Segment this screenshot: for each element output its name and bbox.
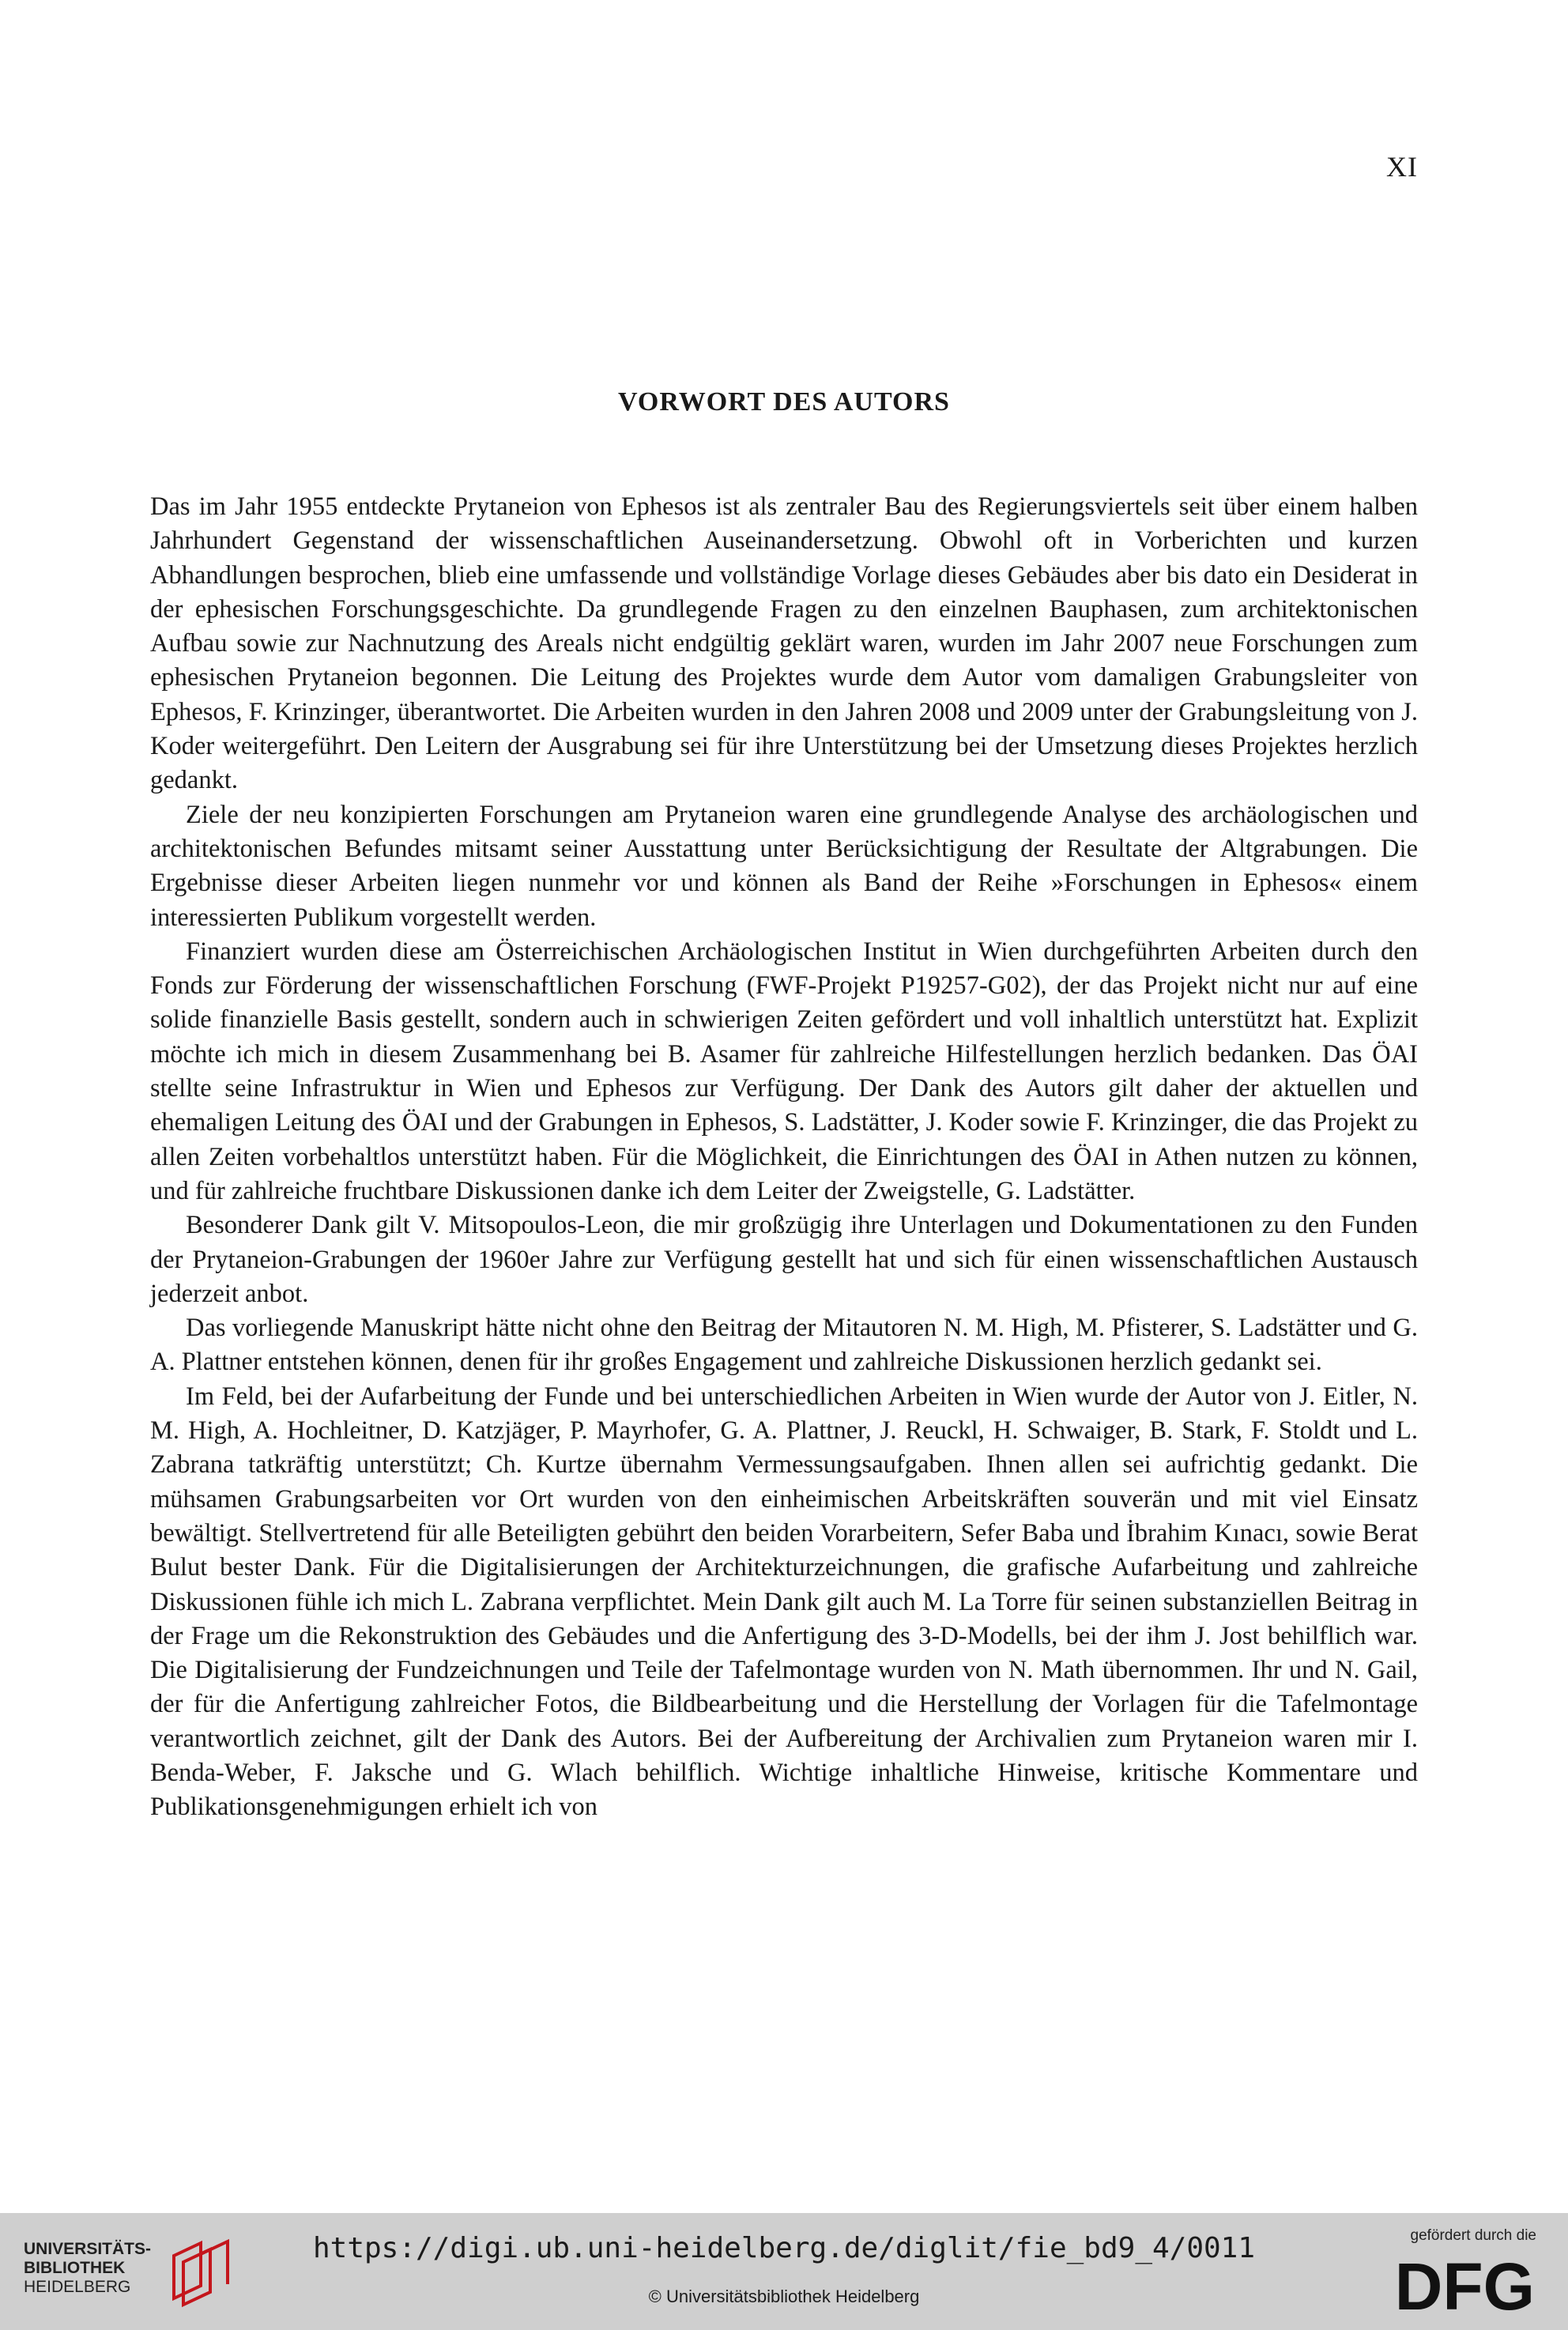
- source-url-link[interactable]: https://digi.ub.uni-heidelberg.de/diglit/fie_bd9_4/0011: [312, 2232, 1256, 2264]
- library-name-line-2: BIBLIOTHEK: [24, 2259, 126, 2277]
- chapter-title: VORWORT DES AUTORS: [618, 387, 950, 417]
- funder-logo[interactable]: [1386, 2227, 1536, 2322]
- paragraph-3: Finanziert wurden diese am Österreichischen Archäologischen Institut in Wien durchgeführten Arbeiten durch den Fonds zur Förderung der wissenschaftlichen Forschung (FWF-Projekt P19257-G02), der das Projekt nicht nur auf eine solide finanzielle Basis gestellt, sondern auch in schwierigen Zeiten gefördert und voll inhaltlich unterstützt hat. Explizit möchte ich mich in diesem Zusammenhang bei B. Asamer für zahlreiche Hilfestellungen herzlich bedanken. Das ÖAI stellte seine Infrastruktur in Wien und Ephesos zur Verfügung. Der Dank des Autors gilt daher der aktuellen und ehemaligen Leitung des ÖAI und der Grabungen in Ephesos, S. Ladstätter, J. Koder sowie F. Krinzinger, die das Projekt zu allen Zeiten vorbehaltlos unterstützt haben. Für die Möglichkeit, die Einrichtungen des ÖAI in Athen nutzen zu können, und für zahlreiche fruchtbare Diskussionen danke ich dem Leiter der Zweigstelle, G. Ladstätter.: [150, 937, 1418, 1205]
- library-name-line-1: UNIVERSITÄTS-: [24, 2240, 152, 2258]
- paragraph-6: Im Feld, bei der Aufarbeitung der Funde und bei unterschiedlichen Arbeiten in Wien wurde der Autor von J. Eitler, N. M. High, A. Hochleitner, D. Katzjäger, P. Mayrhofer, G. A. Plattner, J. Reuckl, H. Schwaiger, B. Stark, F. Stoldt und L. Zabrana tatkräftig unterstützt; Ch. Kurtze übernahm Vermessungsaufgaben. Ihnen allen sei aufrichtig gedankt. Die mühsamen Grabungsarbeiten vor Ort wurden von den einheimischen Arbeitskräften souverän und mit viel Einsatz bewältigt. Stellvertretend für alle Beteiligten gebührt den beiden Vorarbeitern, Sefer Baba und İbrahim Kınacı, sowie Berat Bulut bester Dank. Für die Digitalisierungen der Architekturzeichnungen, die grafische Aufarbeitung und zahlreiche Diskussionen fühle ich mich L. Zabrana verpflichtet. Mein Dank gilt auch M. La Torre für seinen substanziellen Beitrag in der Frage um die Rekonstruktion des Gebäudes und die Anfertigung des 3-D-Modells, bei der ihm J. Jost behilflich war. Die Digitalisierung der Fundzeichnungen und Teile der Tafelmontage wurden von N. Math übernommen. Ihr und N. Gail, der für die Anfertigung zahlreicher Fotos, die Bildbearbeitung und die Herstellung der Vorlagen für die Tafelmontage verantwortlich zeichnet, gilt der Dank des Autors. Bei der Aufbereitung der Archivalien zum Prytaneion waren mir I. Benda-Weber, F. Jaksche und G. Wlach behilflich. Wichtige inhaltliche Hinweise, kritische Kommentare und Publikationsgenehmigungen erhielt ich von: [150, 1382, 1418, 1822]
- dfg-logo-icon: [1386, 2253, 1536, 2316]
- funder-logo-text: DFG: [1394, 2253, 1535, 2316]
- copyright-notice: © Universitätsbibliothek Heidelberg: [648, 2287, 920, 2306]
- paragraph-1: Das im Jahr 1955 entdeckte Prytaneion von Ephesos ist als zentraler Bau des Regierungsviertels seit über einem halben Jahrhundert Gegenstand der wissenschaftlichen Auseinandersetzung. Obwohl oft in Vorberichten und kurzen Abhandlungen besprochen, blieb eine umfassende und vollständige Vorlage dieses Gebäudes aber bis dato ein Desiderat in der ephesischen Forschungsgeschichte. Da grundlegende Fragen zu den einzelnen Bauphasen, zum architektonischen Aufbau sowie zur Nachnutzung des Areals nicht endgültig geklärt waren, wurden im Jahr 2007 neue Forschungen zum ephesischen Prytaneion begonnen. Die Leitung des Projektes wurde dem Autor vom damaligen Grabungsleiter von Ephesos, F. Krinzinger, überantwortet. Die Arbeiten wurden in den Jahren 2008 und 2009 unter der Grabungsleitung von J. Koder weitergeführt. Den Leitern der Ausgrabung sei für ihre Unterstützung bei der Umsetzung dieses Projektes herzlich gedankt.: [150, 492, 1418, 795]
- paragraph-5: Das vorliegende Manuskript hätte nicht ohne den Beitrag der Mitautoren N. M. High, M. Pfisterer, S. Ladstätter und G. A. Plattner entstehen können, denen für ihr großes Engagement und zahlreiche Diskussionen herzlich gedankt sei.: [150, 1314, 1418, 1377]
- library-name-line-3: HEIDELBERG: [24, 2278, 131, 2296]
- paragraph-2: Ziele der neu konzipierten Forschungen am Prytaneion waren eine grundlegende Analyse des archäologischen und architektonischen Befundes mitsamt seiner Ausstattung unter Berücksichtigung der Resultate der Altgrabungen. Die Ergebnisse dieser Arbeiten liegen nunmehr vor und können als Band der Reihe »Forschungen in Ephesos« einem interessierten Publikum vorgestellt werden.: [150, 800, 1418, 932]
- footer-bar: [0, 2213, 1568, 2330]
- page-number: XI: [1386, 151, 1418, 183]
- funder-caption: gefördert durch die: [1410, 2227, 1536, 2244]
- body-text: [150, 490, 1418, 1825]
- paragraph-4: Besonderer Dank gilt V. Mitsopoulos-Leon, die mir großzügig ihre Unterlagen und Dokumentationen zu den Funden der Prytaneion-Grabungen der 1960er Jahre zur Verfügung gestellt hat und sich für einen wissenschaftlichen Austausch jederzeit anbot.: [150, 1211, 1418, 1308]
